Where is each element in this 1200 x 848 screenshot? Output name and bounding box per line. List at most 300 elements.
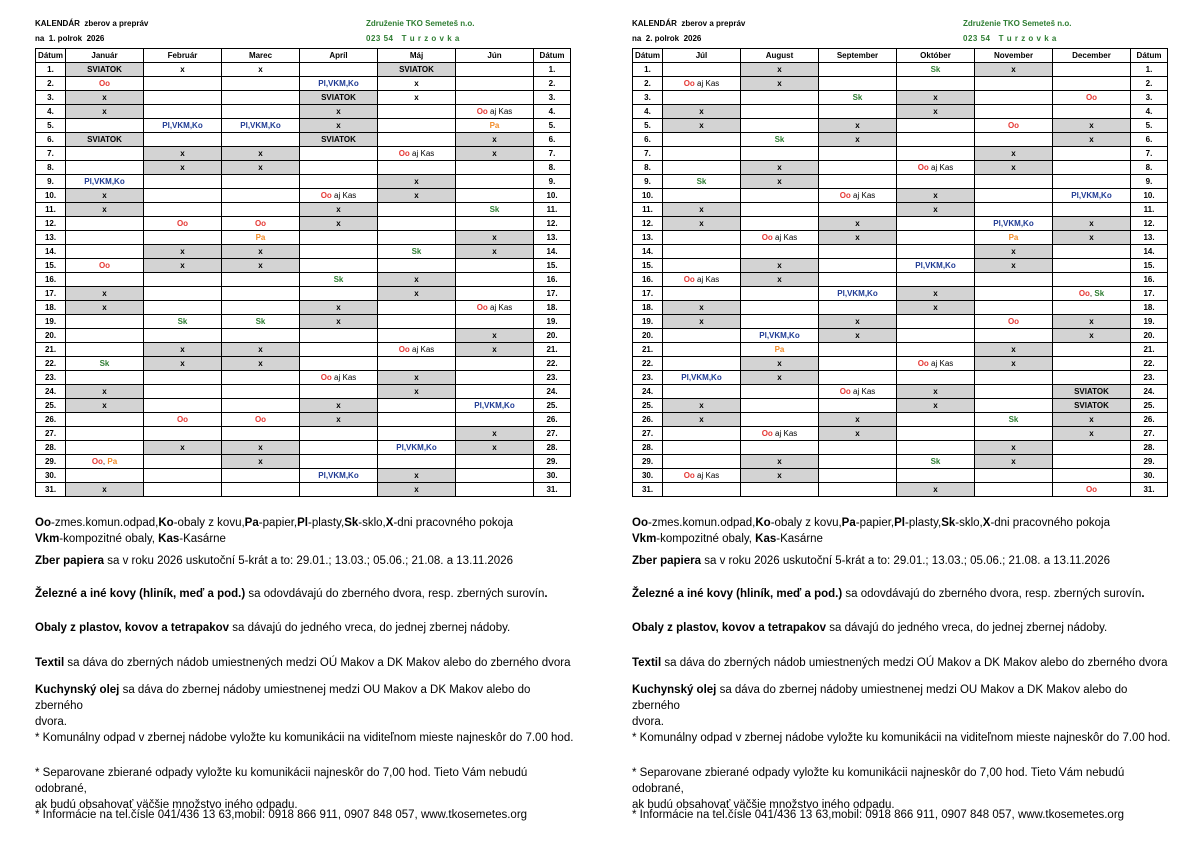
table-row xyxy=(36,77,571,91)
calendar-header xyxy=(35,0,570,48)
day-number: 16. xyxy=(36,273,66,287)
table-row xyxy=(633,371,1168,385)
day-number: 19. xyxy=(534,315,571,329)
calendar-cell xyxy=(897,343,975,357)
day-number: 12. xyxy=(1131,217,1168,231)
calendar-cell xyxy=(741,91,819,105)
calendar-cell xyxy=(1053,105,1131,119)
day-number: 12. xyxy=(534,217,571,231)
calendar-cell: x xyxy=(663,413,741,427)
calendar-cell: x xyxy=(66,203,144,217)
calendar-cell xyxy=(144,455,222,469)
calendar-panel-second-half xyxy=(632,0,1171,821)
calendar-cell xyxy=(663,455,741,469)
table-row xyxy=(36,343,571,357)
table-row xyxy=(633,161,1168,175)
calendar-cell: x xyxy=(741,175,819,189)
month-header: Február xyxy=(144,49,222,63)
day-number: 21. xyxy=(36,343,66,357)
calendar-cell xyxy=(897,315,975,329)
calendar-cell: x xyxy=(819,329,897,343)
calendar-cell xyxy=(66,427,144,441)
calendar-cell: x xyxy=(819,315,897,329)
calendar-cell: Oo aj Kas xyxy=(819,189,897,203)
legend-line-2: Vkm-kompozitné obaly, Kas-Kasárne xyxy=(35,533,226,545)
calendar-cell: x xyxy=(456,441,534,455)
calendar-cell xyxy=(741,413,819,427)
calendar-cell xyxy=(975,105,1053,119)
calendar-cell xyxy=(378,427,456,441)
calendar-cell: Oo aj Kas xyxy=(456,301,534,315)
cooking-oil-note: Kuchynský olej sa dáva do zbernej nádoby umiestnenej medzi OU Makov a DK Makov alebo do zberného dvora. xyxy=(632,684,1128,728)
calendar-cell xyxy=(300,245,378,259)
calendar-cell xyxy=(66,469,144,483)
calendar-cell: x xyxy=(1053,119,1131,133)
calendar-cell xyxy=(741,147,819,161)
table-row xyxy=(36,441,571,455)
calendar-cell: x xyxy=(66,189,144,203)
day-number: 9. xyxy=(633,175,663,189)
date-header: Dátum xyxy=(36,49,66,63)
calendar-cell: x xyxy=(66,287,144,301)
calendar-cell xyxy=(819,161,897,175)
calendar-period: na 1. polrok 2026 xyxy=(35,34,105,43)
calendar-cell: x xyxy=(66,105,144,119)
day-number: 5. xyxy=(534,119,571,133)
calendar-cell xyxy=(456,357,534,371)
day-number: 14. xyxy=(633,245,663,259)
day-number: 25. xyxy=(36,399,66,413)
calendar-cell: Pl,VKM,Ko xyxy=(66,175,144,189)
calendar-cell xyxy=(300,385,378,399)
calendar-cell xyxy=(300,287,378,301)
calendar-cell: Pl,VKM,Ko xyxy=(663,371,741,385)
day-number: 10. xyxy=(534,189,571,203)
calendar-header xyxy=(632,0,1167,48)
calendar-cell: x xyxy=(222,245,300,259)
table-row xyxy=(633,357,1168,371)
calendar-cell xyxy=(144,91,222,105)
calendar-cell: x xyxy=(897,189,975,203)
table-row xyxy=(633,469,1168,483)
packaging-note: Obaly z plastov, kovov a tetrapakov sa dávajú do jedného vreca, do jednej zbernej nádoby. xyxy=(632,622,1108,634)
calendar-cell: x xyxy=(300,301,378,315)
day-number: 9. xyxy=(1131,175,1168,189)
day-number: 28. xyxy=(633,441,663,455)
calendar-cell: x xyxy=(222,343,300,357)
day-number: 27. xyxy=(1131,427,1168,441)
day-number: 16. xyxy=(633,273,663,287)
calendar-cell: x xyxy=(975,455,1053,469)
calendar-cell: Oo aj Kas xyxy=(300,189,378,203)
day-number: 5. xyxy=(36,119,66,133)
calendar-cell xyxy=(1053,161,1131,175)
calendar-cell xyxy=(819,441,897,455)
calendar-cell: x xyxy=(300,217,378,231)
calendar-cell xyxy=(300,161,378,175)
calendar-cell xyxy=(819,175,897,189)
calendar-cell: SVIATOK xyxy=(300,91,378,105)
calendar-cell: x xyxy=(819,427,897,441)
day-number: 26. xyxy=(633,413,663,427)
calendar-cell xyxy=(456,77,534,91)
calendar-cell: Oo xyxy=(144,217,222,231)
calendar-cell: x xyxy=(1053,315,1131,329)
calendar-cell xyxy=(144,203,222,217)
calendar-cell: x xyxy=(819,413,897,427)
day-number: 4. xyxy=(36,105,66,119)
table-row xyxy=(36,455,571,469)
day-number: 21. xyxy=(534,343,571,357)
table-row xyxy=(633,63,1168,77)
date-header: Dátum xyxy=(1131,49,1168,63)
calendar-cell xyxy=(144,77,222,91)
day-number: 18. xyxy=(633,301,663,315)
calendar-cell xyxy=(1053,455,1131,469)
calendar-cell: Sk xyxy=(897,455,975,469)
calendar-cell: x xyxy=(144,63,222,77)
calendar-cell: x xyxy=(456,329,534,343)
communal-waste-note: * Komunálny odpad v zbernej nádobe vyložte ku komunikácii na viditeľnom mieste najneskôr do 7.00 hod. xyxy=(632,732,1171,744)
calendar-cell: x xyxy=(975,63,1053,77)
calendar-cell: Sk xyxy=(897,63,975,77)
calendar-cell: Oo aj Kas xyxy=(741,231,819,245)
calendar-period: na 2. polrok 2026 xyxy=(632,34,702,43)
calendar-cell xyxy=(897,217,975,231)
calendar-cell: Sk xyxy=(66,357,144,371)
month-header: Júl xyxy=(663,49,741,63)
calendar-cell xyxy=(975,427,1053,441)
calendar-cell xyxy=(300,427,378,441)
calendar-cell: x xyxy=(975,147,1053,161)
calendar-cell: Oo xyxy=(975,315,1053,329)
calendar-cell xyxy=(1053,77,1131,91)
calendar-cell xyxy=(1053,63,1131,77)
calendar-cell xyxy=(663,287,741,301)
day-number: 20. xyxy=(633,329,663,343)
calendar-cell: x xyxy=(456,427,534,441)
calendar-cell xyxy=(663,483,741,497)
calendar-cell: x xyxy=(222,441,300,455)
calendar-cell xyxy=(1053,203,1131,217)
calendar-cell xyxy=(1053,301,1131,315)
day-number: 26. xyxy=(1131,413,1168,427)
calendar-cell xyxy=(456,469,534,483)
calendar-cell xyxy=(663,385,741,399)
day-number: 4. xyxy=(534,105,571,119)
table-row xyxy=(633,245,1168,259)
day-number: 23. xyxy=(36,371,66,385)
calendar-cell xyxy=(144,189,222,203)
calendar-cell xyxy=(456,217,534,231)
calendar-cell xyxy=(975,189,1053,203)
calendar-cell xyxy=(819,245,897,259)
calendar-cell xyxy=(975,273,1053,287)
metals-note: Železné a iné kovy (hliník, meď a pod.) sa odovdávajú do zberného dvora, resp. zberných surovín. xyxy=(35,588,548,600)
table-row xyxy=(36,231,571,245)
day-number: 5. xyxy=(1131,119,1168,133)
calendar-cell: SVIATOK xyxy=(1053,385,1131,399)
day-number: 14. xyxy=(534,245,571,259)
day-number: 15. xyxy=(633,259,663,273)
day-number: 31. xyxy=(1131,483,1168,497)
table-row xyxy=(36,189,571,203)
calendar-cell xyxy=(378,133,456,147)
calendar-cell: x xyxy=(1053,231,1131,245)
day-number: 13. xyxy=(1131,231,1168,245)
calendar-cell: x xyxy=(300,315,378,329)
calendar-cell: Oo xyxy=(66,259,144,273)
calendar-cell xyxy=(144,483,222,497)
calendar-cell xyxy=(897,441,975,455)
day-number: 8. xyxy=(534,161,571,175)
calendar-cell: x xyxy=(975,343,1053,357)
calendar-cell: Oo aj Kas xyxy=(456,105,534,119)
calendar-cell xyxy=(975,91,1053,105)
calendar-cell xyxy=(456,259,534,273)
calendar-cell: x xyxy=(378,175,456,189)
day-number: 8. xyxy=(1131,161,1168,175)
calendar-cell: x xyxy=(222,161,300,175)
day-number: 17. xyxy=(633,287,663,301)
calendar-cell: x xyxy=(144,147,222,161)
calendar-cell xyxy=(144,273,222,287)
calendar-cell xyxy=(144,133,222,147)
day-number: 22. xyxy=(1131,357,1168,371)
organization-name: Združenie TKO Semeteš n.o. xyxy=(366,19,475,28)
day-number: 23. xyxy=(633,371,663,385)
day-number: 1. xyxy=(534,63,571,77)
calendar-cell: Oo xyxy=(222,413,300,427)
calendar-cell xyxy=(456,413,534,427)
calendar-cell xyxy=(378,217,456,231)
calendar-cell xyxy=(66,245,144,259)
calendar-cell xyxy=(222,385,300,399)
calendar-cell: x xyxy=(897,105,975,119)
day-number: 1. xyxy=(36,63,66,77)
calendar-cell xyxy=(897,245,975,259)
calendar-cell: Oo aj Kas xyxy=(897,357,975,371)
calendar-cell xyxy=(897,231,975,245)
calendar-cell: Oo, Sk xyxy=(1053,287,1131,301)
calendar-cell: x xyxy=(975,245,1053,259)
day-number: 17. xyxy=(1131,287,1168,301)
calendar-cell xyxy=(897,413,975,427)
calendar-cell: x xyxy=(741,455,819,469)
month-header: December xyxy=(1053,49,1131,63)
communal-waste-note: * Komunálny odpad v zbernej nádobe vyložte ku komunikácii na viditeľnom mieste najneskôr do 7.00 hod. xyxy=(35,732,574,744)
day-number: 29. xyxy=(36,455,66,469)
table-row xyxy=(633,287,1168,301)
table-row xyxy=(633,329,1168,343)
calendar-cell: x xyxy=(300,413,378,427)
table-row xyxy=(36,63,571,77)
calendar-cell: x xyxy=(378,385,456,399)
day-number: 8. xyxy=(36,161,66,175)
calendar-cell xyxy=(456,175,534,189)
calendar-cell xyxy=(819,259,897,273)
day-number: 5. xyxy=(633,119,663,133)
calendar-cell: Oo xyxy=(1053,91,1131,105)
calendar-cell: x xyxy=(378,469,456,483)
calendar-cell: x xyxy=(144,245,222,259)
calendar-cell: x xyxy=(144,343,222,357)
day-number: 23. xyxy=(1131,371,1168,385)
calendar-cell: x xyxy=(663,119,741,133)
day-number: 20. xyxy=(1131,329,1168,343)
calendar-cell: x xyxy=(663,203,741,217)
calendar-cell xyxy=(456,63,534,77)
table-row xyxy=(633,259,1168,273)
calendar-cell xyxy=(222,427,300,441)
calendar-cell xyxy=(975,329,1053,343)
calendar-cell xyxy=(378,231,456,245)
calendar-cell xyxy=(663,161,741,175)
calendar-cell xyxy=(222,287,300,301)
calendar-cell xyxy=(897,329,975,343)
contact-info: * Informácie na tel.čísle 041/436 13 63,mobil: 0918 866 911, 0907 848 057, www.tkosemetes.org xyxy=(35,809,528,821)
day-number: 29. xyxy=(1131,455,1168,469)
calendar-cell: Oo, Pa xyxy=(66,455,144,469)
calendar-cell: x xyxy=(897,483,975,497)
calendar-cell xyxy=(456,385,534,399)
calendar-cell xyxy=(144,287,222,301)
table-row xyxy=(36,259,571,273)
day-number: 6. xyxy=(534,133,571,147)
textile-note: Textil sa dáva do zberných nádob umiestnených medzi OÚ Makov a DK Makov alebo do zberného dvora xyxy=(632,657,1168,669)
calendar-cell: x xyxy=(897,203,975,217)
calendar-cell xyxy=(222,399,300,413)
calendar-cell xyxy=(222,371,300,385)
table-row xyxy=(633,455,1168,469)
calendar-cell xyxy=(663,357,741,371)
calendar-cell xyxy=(819,301,897,315)
calendar-cell xyxy=(378,315,456,329)
calendar-cell: x xyxy=(663,315,741,329)
calendar-cell: Pa xyxy=(456,119,534,133)
calendar-cell xyxy=(144,385,222,399)
calendar-cell xyxy=(144,371,222,385)
table-row xyxy=(36,203,571,217)
calendar-cell: x xyxy=(741,273,819,287)
month-header: Apríl xyxy=(300,49,378,63)
table-row xyxy=(36,301,571,315)
calendar-cell xyxy=(975,287,1053,301)
calendar-table xyxy=(35,48,571,497)
calendar-cell: x xyxy=(378,483,456,497)
table-row xyxy=(633,399,1168,413)
calendar-cell: Oo aj Kas xyxy=(897,161,975,175)
day-number: 29. xyxy=(534,455,571,469)
calendar-cell: x xyxy=(741,469,819,483)
day-number: 10. xyxy=(36,189,66,203)
calendar-cell: Pa xyxy=(222,231,300,245)
table-row xyxy=(36,469,571,483)
calendar-cell xyxy=(300,259,378,273)
day-number: 22. xyxy=(36,357,66,371)
calendar-cell xyxy=(144,469,222,483)
calendar-cell: x xyxy=(378,91,456,105)
day-number: 8. xyxy=(633,161,663,175)
day-number: 13. xyxy=(633,231,663,245)
day-number: 30. xyxy=(36,469,66,483)
day-number: 10. xyxy=(633,189,663,203)
day-number: 19. xyxy=(36,315,66,329)
calendar-cell xyxy=(819,63,897,77)
calendar-cell xyxy=(66,161,144,175)
header-row xyxy=(633,49,1168,63)
table-row xyxy=(36,245,571,259)
calendar-cell xyxy=(741,315,819,329)
day-number: 4. xyxy=(633,105,663,119)
calendar-cell xyxy=(1053,343,1131,357)
day-number: 15. xyxy=(36,259,66,273)
date-header: Dátum xyxy=(633,49,663,63)
month-header: Jún xyxy=(456,49,534,63)
calendar-cell xyxy=(975,385,1053,399)
calendar-cell xyxy=(975,203,1053,217)
day-number: 9. xyxy=(36,175,66,189)
calendar-cell xyxy=(1053,147,1131,161)
calendar-cell xyxy=(975,483,1053,497)
table-row xyxy=(36,147,571,161)
calendar-cell xyxy=(378,399,456,413)
day-number: 12. xyxy=(36,217,66,231)
day-number: 25. xyxy=(1131,399,1168,413)
table-row xyxy=(633,77,1168,91)
calendar-cell xyxy=(897,175,975,189)
date-header: Dátum xyxy=(534,49,571,63)
day-number: 18. xyxy=(534,301,571,315)
calendar-cell xyxy=(663,427,741,441)
day-number: 16. xyxy=(1131,273,1168,287)
calendar-cell: x xyxy=(456,245,534,259)
day-number: 7. xyxy=(534,147,571,161)
calendar-cell: x xyxy=(222,455,300,469)
calendar-cell xyxy=(66,413,144,427)
day-number: 28. xyxy=(1131,441,1168,455)
table-row xyxy=(633,147,1168,161)
day-number: 27. xyxy=(633,427,663,441)
day-number: 7. xyxy=(36,147,66,161)
day-number: 27. xyxy=(534,427,571,441)
calendar-cell xyxy=(975,77,1053,91)
day-number: 3. xyxy=(1131,91,1168,105)
calendar-cell: Oo xyxy=(1053,483,1131,497)
calendar-cell xyxy=(741,203,819,217)
calendar-cell xyxy=(378,357,456,371)
calendar-cell xyxy=(819,483,897,497)
calendar-cell: x xyxy=(222,259,300,273)
day-number: 25. xyxy=(534,399,571,413)
table-row xyxy=(36,217,571,231)
calendar-cell xyxy=(300,63,378,77)
calendar-cell xyxy=(222,203,300,217)
month-header: Máj xyxy=(378,49,456,63)
calendar-cell xyxy=(663,259,741,273)
calendar-cell: x xyxy=(222,357,300,371)
calendar-cell xyxy=(663,91,741,105)
table-row xyxy=(36,371,571,385)
legend-line-2: Vkm-kompozitné obaly, Kas-Kasárne xyxy=(632,533,823,545)
calendar-cell: x xyxy=(819,217,897,231)
calendar-cell: Sk xyxy=(975,413,1053,427)
calendar-cell xyxy=(897,77,975,91)
day-number: 31. xyxy=(36,483,66,497)
day-number: 29. xyxy=(633,455,663,469)
day-number: 30. xyxy=(633,469,663,483)
day-number: 24. xyxy=(36,385,66,399)
